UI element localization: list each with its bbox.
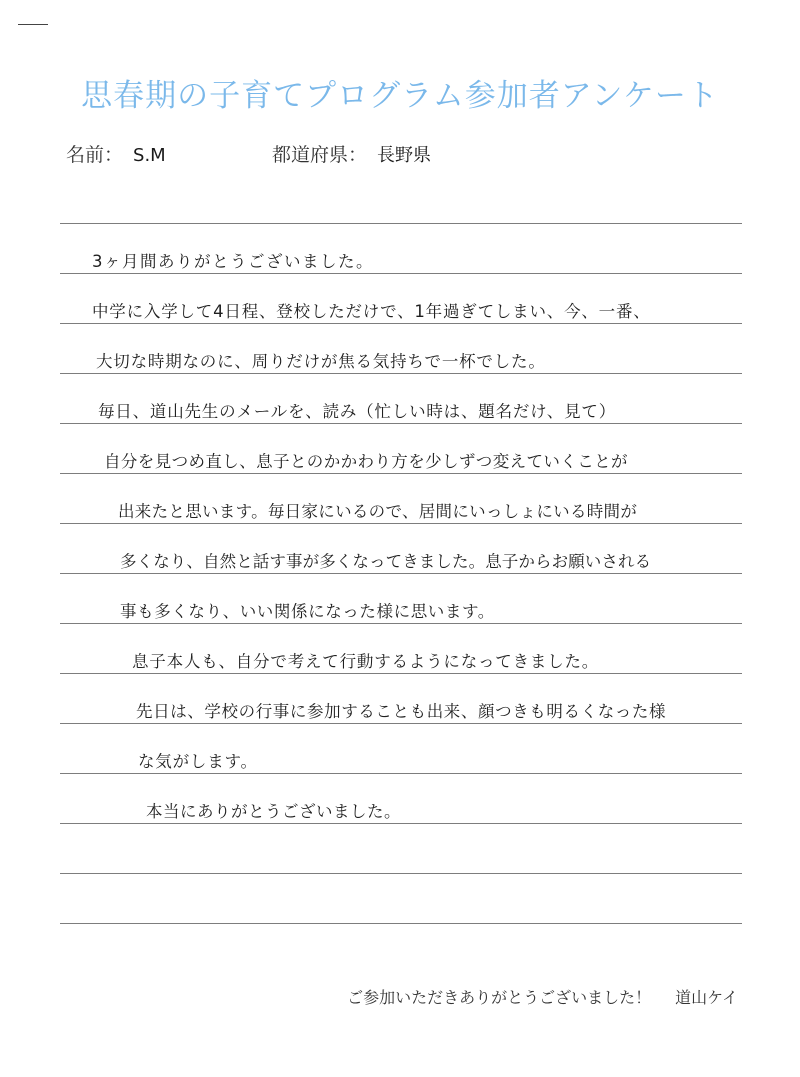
handwritten-line: 出来たと思います。毎日家にいるので、居間にいっしょにいる時間が	[118, 502, 638, 521]
handwritten-line: 息子本人も、自分で考えて行動するようになってきました。	[132, 652, 600, 671]
prefecture-field	[272, 140, 431, 167]
ruled-line	[60, 373, 742, 374]
prefecture-value: 長野県	[377, 145, 432, 166]
ruled-line	[60, 323, 742, 324]
ruled-line	[60, 623, 742, 624]
prefecture-label: 都道府県：	[272, 144, 368, 166]
handwritten-line: 3ヶ月間ありがとうございました。	[92, 252, 374, 271]
ruled-line	[60, 523, 742, 524]
ruled-line	[60, 223, 742, 224]
name-value: S.M	[133, 145, 166, 166]
footer-signature: 道山ケイ	[675, 988, 738, 1007]
ruled-line	[60, 723, 742, 724]
ruled-line	[60, 873, 742, 874]
handwritten-line: 中学に入学して4日程、登校しただけで、1年過ぎてしまい、今、一番、	[92, 302, 651, 321]
handwritten-line: 事も多くなり、いい関係になった様に思います。	[120, 602, 495, 621]
handwritten-line: 自分を見つめ直し、息子とのかかわり方を少しずつ変えていくことが	[104, 452, 628, 471]
ruled-line	[60, 923, 742, 924]
handwritten-line: 大切な時期なのに、周りだけが焦る気持ちで一杯でした。	[96, 352, 546, 371]
ruled-line	[60, 273, 742, 274]
name-field	[66, 140, 166, 167]
survey-title: 思春期の子育てプログラム参加者アンケート	[81, 78, 719, 114]
corner-mark	[18, 24, 48, 25]
ruled-line	[60, 823, 742, 824]
name-label: 名前：	[66, 144, 124, 166]
handwritten-line: な気がします。	[138, 752, 258, 771]
ruled-line	[60, 573, 742, 574]
handwritten-line: 先日は、学校の行事に参加することも出来、顔つきも明るくなった様	[136, 702, 667, 721]
ruled-line	[60, 673, 742, 674]
ruled-line	[60, 473, 742, 474]
handwritten-line: 多くなり、自然と話す事が多くなってきました。息子からお願いされる	[120, 552, 652, 571]
footer	[347, 985, 738, 1008]
ruled-line	[60, 423, 742, 424]
handwritten-line: 毎日、道山先生のメールを、読み（忙しい時は、題名だけ、見て）	[98, 402, 617, 421]
footer-message: ご参加いただきありがとうございました！	[347, 988, 652, 1007]
ruled-line	[60, 773, 742, 774]
handwritten-line: 本当にありがとうございました。	[146, 802, 401, 821]
